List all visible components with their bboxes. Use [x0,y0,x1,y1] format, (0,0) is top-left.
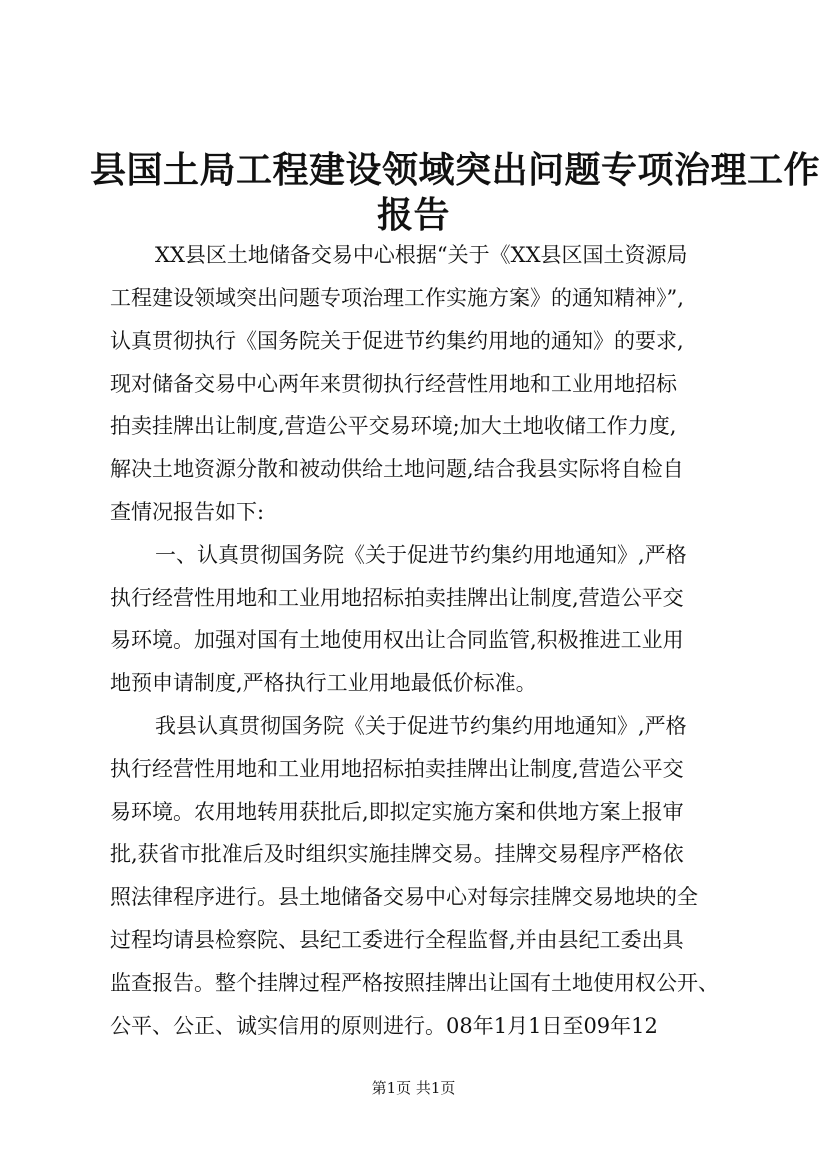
body-text-line: 执行经营性用地和工业用地招标拍卖挂牌出让制度,营造公平交 [110,586,684,610]
body-text-line: 照法律程序进行。县土地储备交易中心对每宗挂牌交易地块的全 [110,885,698,909]
body-text-line: 地预申请制度,严格执行工业用地最低价标准。 [110,671,537,695]
body-text-line: XX县区土地储备交易中心根据“关于《XX县区国土资源局 [155,243,688,267]
body-text-line: 解决土地资源分散和被动供给土地问题,结合我县实际将自检自 [110,457,684,481]
body-text-line: 监查报告。整个挂牌过程严格按照挂牌出让国有土地使用权公开、 [110,971,719,995]
body-text-line: 批,获省市批准后及时组织实施挂牌交易。挂牌交易程序严格依 [110,842,684,866]
body-text-line: 公平、公正、诚实信用的原则进行。08年1月1日至09年12 [110,1014,658,1038]
body-text-line: 一、认真贯彻国务院《关于促进节约集约用地通知》,严格 [155,543,687,567]
body-text-line: 拍卖挂牌出让制度,营造公平交易环境;加大土地收储工作力度, [110,414,677,438]
body-text-line: 工程建设领域突出问题专项治理工作实施方案》的通知精神》”, [110,286,684,310]
document-title-line-1: 县国土局工程建设领域突出问题专项治理工作 [90,149,821,191]
body-text-line: 我县认真贯彻国务院《关于促进节约集约用地通知》,严格 [155,714,687,738]
body-text-line: 易环境。农用地转用获批后,即拟定实施方案和供地方案上报审 [110,800,684,824]
body-text-line: 现对储备交易中心两年来贯彻执行经营性用地和工业用地招标 [110,372,677,396]
document-title-line-2: 报告 [376,194,450,236]
page-number-footer: 第1页 共1页 [371,1079,456,1097]
body-text-line: 易环境。加强对国有土地使用权出让合同监管,积极推进工业用 [110,628,684,652]
body-text-line: 查情况报告如下: [110,500,265,524]
body-text-line: 执行经营性用地和工业用地招标拍卖挂牌出让制度,营造公平交 [110,757,684,781]
body-text-line: 认真贯彻执行《国务院关于促进节约集约用地的通知》的要求, [110,329,684,353]
body-text-line: 过程均请县检察院、县纪工委进行全程监督,并由县纪工委出具 [110,928,684,952]
